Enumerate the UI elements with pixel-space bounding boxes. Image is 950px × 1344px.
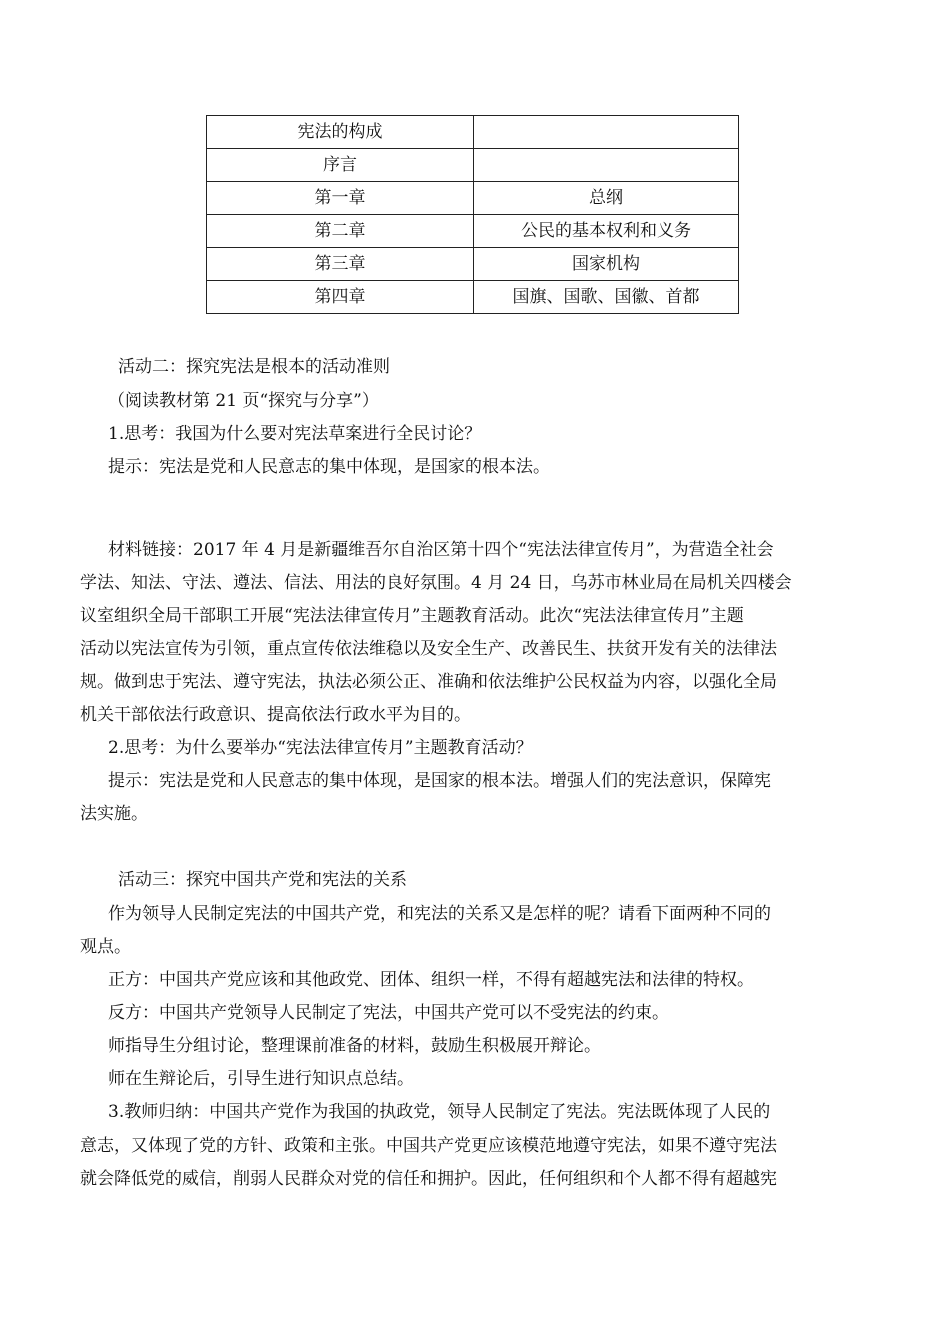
material-line: 议室组织全局干部职工开展“宪法法律宣传月”主题教育活动。此次“宪法法律宣传月”主题 <box>80 606 744 626</box>
question-2-hint-line: 法实施。 <box>80 804 148 824</box>
table-cell: 国家机构 <box>474 248 739 281</box>
table-row <box>207 116 739 149</box>
table-cell: 总纲 <box>474 182 739 215</box>
table-cell: 第三章 <box>207 248 474 281</box>
table-cell: 序言 <box>207 149 474 182</box>
teacher-note-1: 师指导生分组讨论，整理课前准备的材料，鼓励生积极展开辩论。 <box>108 1036 601 1056</box>
question-2-hint: 提示：宪法是党和人民意志的集中体现，是国家的根本法。增强人们的宪法意识，保障宪 <box>108 771 771 791</box>
material-line: 活动以宪法宣传为引领，重点宣传依法维稳以及安全生产、改善民生、扶贫开发有关的法律法 <box>80 639 777 659</box>
question-2: 2.思考：为什么要举办“宪法法律宣传月”主题教育活动？ <box>108 738 533 758</box>
activity3-intro-cont <box>80 931 842 964</box>
material-line: 材料链接：2017 年 4 月是新疆维吾尔自治区第十四个“宪法法律宣传月”，为营造全社会 <box>108 540 774 560</box>
table-cell: 第一章 <box>207 182 474 215</box>
activity3-intro-line: 观点。 <box>80 937 131 957</box>
table-cell: 宪法的构成 <box>207 116 474 149</box>
summary-line: 3.教师归纳：中国共产党作为我国的执政党，领导人民制定了宪法。宪法既体现了人民的 <box>108 1102 771 1122</box>
con-side: 反方：中国共产党领导人民制定了宪法，中国共产党可以不受宪法的约束。 <box>108 1003 669 1023</box>
teacher-note-2: 师在生辩论后，引导生进行知识点总结。 <box>108 1069 414 1089</box>
summary-line: 意志，又体现了党的方针、政策和主张。中国共产党更应该模范地遵守宪法，如果不遵守宪法 <box>80 1136 777 1156</box>
debate-block <box>108 964 870 1129</box>
table-cell <box>474 116 739 149</box>
table-row <box>207 182 739 215</box>
table-cell <box>474 149 739 182</box>
summary-line: 就会降低党的威信，削弱人民群众对党的信任和拥护。因此，任何组织和个人都不得有超越宪 <box>80 1169 777 1189</box>
question-2-hint-cont <box>80 798 842 831</box>
activity2-reference: （阅读教材第 21 页“探究与分享”） <box>108 391 379 411</box>
activity3-intro-line: 作为领导人民制定宪法的中国共产党，和宪法的关系又是怎样的呢？请看下面两种不同的 <box>108 904 771 924</box>
activity2-section <box>118 351 880 384</box>
table-row <box>207 149 739 182</box>
table-row <box>207 215 739 248</box>
table-row <box>207 248 739 281</box>
material-line: 机关干部依法行政意识、提高依法行政水平为目的。 <box>80 705 471 725</box>
table-cell: 公民的基本权利和义务 <box>474 215 739 248</box>
table-row <box>207 281 739 314</box>
activity3-title: 活动三：探究中国共产党和宪法的关系 <box>118 870 407 890</box>
question-1: 1.思考：我国为什么要对宪法草案进行全民讨论？ <box>108 424 482 444</box>
table-cell: 第二章 <box>207 215 474 248</box>
material-line: 学法、知法、守法、遵法、信法、用法的良好氛围。4 月 24 日，乌苏市林业局在局机关四楼会 <box>80 573 792 593</box>
activity2-ref-block <box>108 385 870 484</box>
pro-side: 正方：中国共产党应该和其他政党、团体、组织一样，不得有超越宪法和法律的特权。 <box>108 970 754 990</box>
material-link-block <box>108 534 870 567</box>
activity3-section <box>118 864 880 897</box>
table-cell: 第四章 <box>207 281 474 314</box>
material-line: 规。做到忠于宪法、遵守宪法，执法必须公正、准确和依法维护公民权益为内容，以强化全局 <box>80 672 777 692</box>
constitution-structure-table <box>206 115 739 314</box>
summary-cont <box>80 1130 870 1196</box>
table-cell: 国旗、国歌、国徽、首都 <box>474 281 739 314</box>
material-continuation-block <box>80 567 870 732</box>
activity3-intro <box>108 898 870 931</box>
question-1-hint: 提示：宪法是党和人民意志的集中体现，是国家的根本法。 <box>108 457 550 477</box>
activity2-title: 活动二：探究宪法是根本的活动准则 <box>118 357 390 377</box>
question-2-block <box>108 732 870 798</box>
